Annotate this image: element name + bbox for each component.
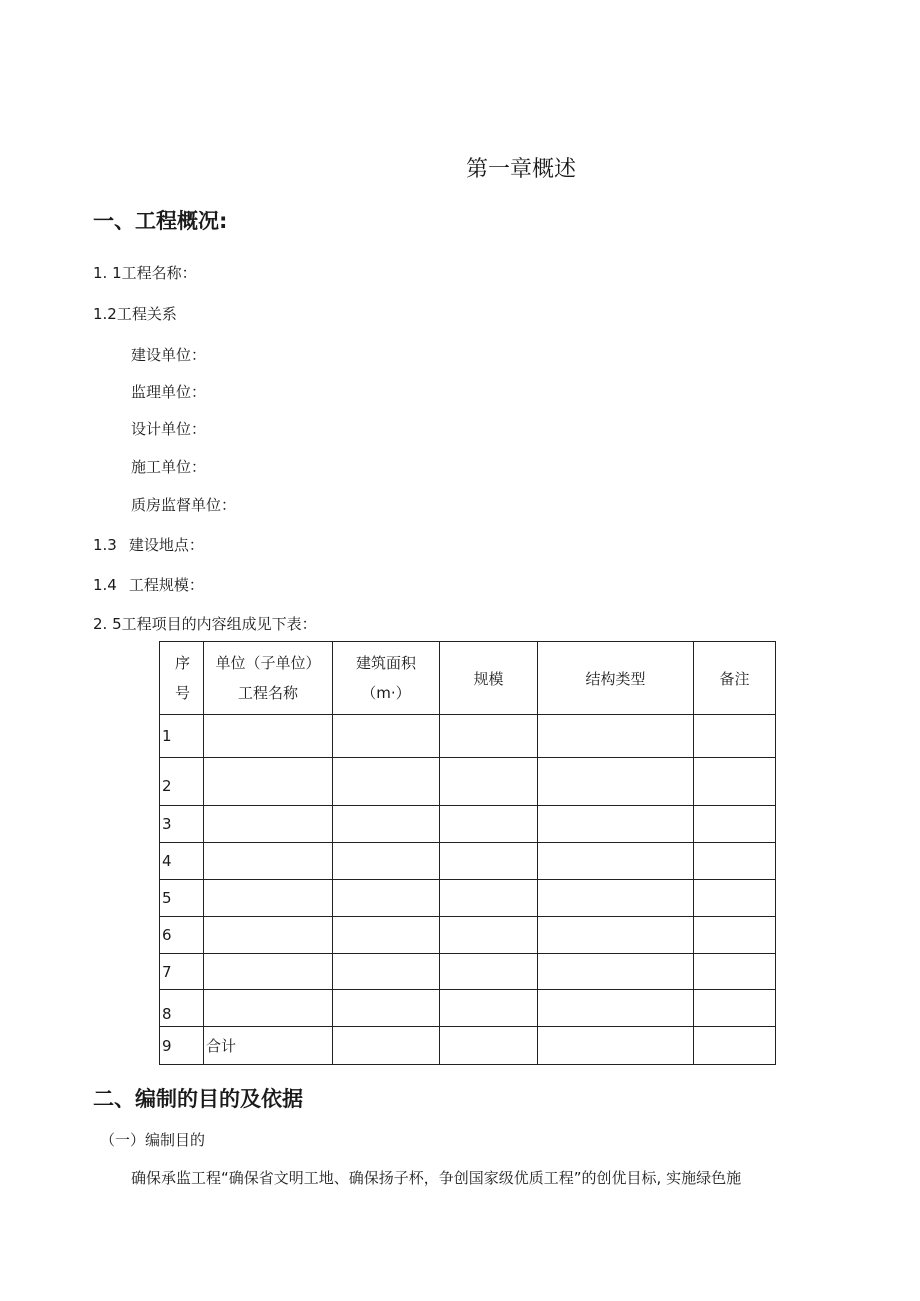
item-1-4 xyxy=(93,574,204,595)
row-number: 7 xyxy=(160,954,204,990)
unit-design: 设计单位： xyxy=(131,420,207,438)
table-header-row xyxy=(160,642,776,715)
item-label: 工程关系 xyxy=(116,305,177,323)
header-no: 序 号 xyxy=(160,642,204,715)
item-1-2 xyxy=(93,303,177,324)
section-heading-purpose: 二、编制的目的及依据 xyxy=(93,1087,303,1111)
chapter-title: 第一章概述 xyxy=(466,157,577,182)
table-row xyxy=(160,954,776,990)
table-row xyxy=(160,880,776,917)
row-number: 6 xyxy=(160,917,204,954)
item-number: 1. 1 xyxy=(93,264,122,282)
row-number: 3 xyxy=(160,806,204,843)
row-unit-name xyxy=(204,715,333,758)
row-unit-name xyxy=(204,843,333,880)
table-row-total xyxy=(160,1027,776,1065)
item-1-3 xyxy=(93,534,204,555)
row-unit-name xyxy=(204,880,333,917)
header-remark: 备注 xyxy=(694,642,776,715)
section-heading-overview: 一、工程概况: xyxy=(93,209,228,233)
table-row xyxy=(160,843,776,880)
row-unit-name: 合计 xyxy=(204,1027,333,1065)
item-label: 工程项目的内容组成见下表： xyxy=(121,615,317,633)
header-structure: 结构类型 xyxy=(538,642,694,715)
item-label: 建设地点： xyxy=(128,536,204,554)
row-number: 5 xyxy=(160,880,204,917)
unit-construction: 建设单位： xyxy=(131,346,207,364)
item-number: 2. 5 xyxy=(93,615,122,633)
item-number: 1.3 xyxy=(93,536,117,554)
row-unit-name xyxy=(204,954,333,990)
item-2-5 xyxy=(93,613,317,634)
row-number: 4 xyxy=(160,843,204,880)
item-label: 工程名称： xyxy=(121,264,197,282)
unit-builder: 施工单位： xyxy=(131,458,207,476)
header-unit-name: 单位（子单位） 工程名称 xyxy=(204,642,333,715)
purpose-paragraph: 确保承监工程“确保省文明工地、确保扬子杯，争创国家级优质工程”的创优目标, 实施绿色施 xyxy=(131,1169,742,1187)
row-unit-name xyxy=(204,990,333,1027)
subheading-purpose: （一）编制目的 xyxy=(100,1131,206,1149)
row-unit-name xyxy=(204,917,333,954)
row-number: 2 xyxy=(160,758,204,806)
row-number: 9 xyxy=(160,1027,204,1065)
table-row xyxy=(160,990,776,1027)
item-number: 1.4 xyxy=(93,576,117,594)
table-row xyxy=(160,917,776,954)
unit-quality-supervision: 质房监督单位： xyxy=(131,496,237,514)
item-number: 1.2 xyxy=(93,305,117,323)
item-1-1 xyxy=(93,262,197,283)
table-row xyxy=(160,715,776,758)
header-scale: 规模 xyxy=(440,642,538,715)
row-number: 8 xyxy=(160,990,204,1027)
row-unit-name xyxy=(204,806,333,843)
row-number: 1 xyxy=(160,715,204,758)
project-composition-table xyxy=(159,641,776,1065)
row-unit-name xyxy=(204,758,333,806)
table-row xyxy=(160,806,776,843)
table-row xyxy=(160,758,776,806)
unit-supervision: 监理单位： xyxy=(131,383,207,401)
item-label: 工程规模： xyxy=(128,576,204,594)
header-area: 建筑面积 （m·） xyxy=(333,642,440,715)
